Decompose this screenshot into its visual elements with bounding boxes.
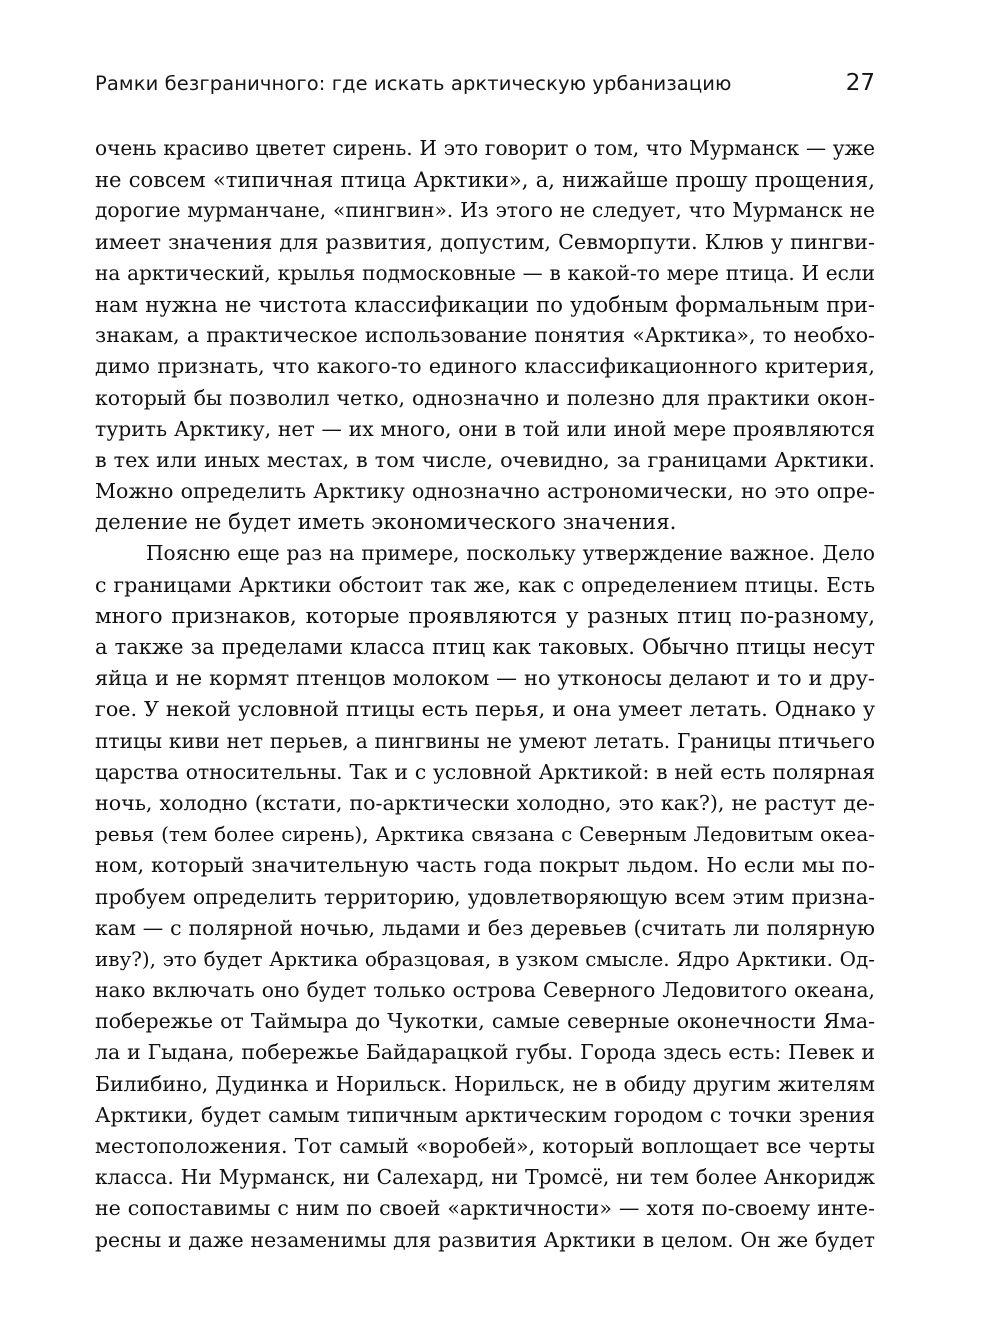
text-line: птицы киви нет перьев, а пингвины не умеют летать. Границы птичьего — [95, 728, 875, 753]
text-line: ла и Гыдана, побережье Байдарацкой губы. Города здесь есть: Певек и — [95, 1040, 875, 1065]
text-line: который бы позволил четко, однозначно и полезно для практики окон- — [95, 385, 875, 410]
body-text — [95, 133, 875, 1256]
text-line: дорогие мурманчане, «пингвин». Из этого не следует, что Мурманск не — [95, 198, 875, 223]
text-line: ресны и даже незаменимы для развития Арктики в целом. Он же будет — [95, 1227, 875, 1252]
text-line: деление не будет иметь экономического значения. — [95, 510, 677, 536]
text-line: ном, который значительную часть года покрыт льдом. Но если мы по- — [95, 853, 875, 878]
text-line: на арктический, крылья подмосковные — в какой-то мере птица. И если — [95, 260, 875, 285]
page-number: 27 — [845, 70, 875, 96]
text-line: Арктики, будет самым типичным арктическим городом с точки зрения — [95, 1102, 875, 1127]
text-line: иву?), это будет Арктика образцовая, в узком смысле. Ядро Арктики. Од- — [95, 947, 875, 971]
text-line: турить Арктику, нет — их много, они в той или иной мере проявляются — [95, 416, 875, 441]
text-line: много признаков, которые проявляются у разных птиц по-разному, — [95, 603, 875, 629]
text-line: яйца и не кормят птенцов молоком — но утконосы делают и то и дру- — [95, 666, 875, 691]
text-line: в тех или иных местах, в том числе, очевидно, за границами Арктики. — [95, 447, 875, 472]
text-line: пробуем определить территорию, удовлетворяющую всем этим призна- — [95, 884, 875, 909]
text-line: кам — с полярной ночью, льдами и без деревьев (считать ли полярную — [95, 915, 875, 940]
text-line: царства относительны. Так и с условной Арктикой: в ней есть полярная — [95, 759, 875, 784]
running-title: Рамки безграничного: где искать арктическую урбанизацию — [95, 72, 732, 95]
text-line: а также за пределами класса птиц как таковых. Обычно птицы несут — [95, 635, 875, 659]
text-line: знакам, а практическое использование понятия «Арктика», то необхо- — [95, 323, 875, 348]
text-line: димо признать, что какого-то единого классификационного критерия, — [95, 354, 875, 379]
text-line: ревья (тем более сирень), Арктика связана с Северным Ледовитым океа- — [95, 822, 875, 847]
text-line: нам нужна не чистота классификации по удобным формальным при- — [95, 291, 875, 317]
text-line: гое. У некой условной птицы есть перья, и она умеет летать. Однако у — [95, 697, 875, 722]
text-line: не совсем «типичная птица Арктики», а, нижайше прошу прощения, — [95, 167, 875, 193]
text-line: местоположения. Тот самый «воробей», который воплощает все черты — [95, 1134, 875, 1158]
text-line: Можно определить Арктику однозначно астрономически, но это опре- — [95, 479, 875, 504]
text-line: класса. Ни Мурманск, ни Салехард, ни Тромсё, ни тем более Анкоридж — [95, 1165, 875, 1190]
text-line: имеет значения для развития, допустим, Севморпути. Клюв у пингви- — [95, 229, 875, 254]
text-line: не сопоставимы с ним по своей «арктичности» — хотя по-своему инте- — [95, 1196, 875, 1221]
text-line: нако включать оно будет только острова Северного Ледовитого океана, — [95, 978, 875, 1003]
text-line: с границами Арктики обстоит так же, как с определением птицы. Есть — [95, 572, 875, 597]
text-line: Билибино, Дудинка и Норильск. Норильск, не в обиду другим жителям — [95, 1071, 875, 1096]
paragraph-2 — [95, 538, 875, 1255]
paragraph-1 — [95, 133, 875, 538]
text-line: ночь, холодно (кстати, по-арктически холодно, это как?), не растут де- — [95, 790, 875, 815]
text-line: очень красиво цветет сирень. И это говорит о том, что Мурманск — уже — [95, 136, 875, 160]
text-line: побережье от Таймыра до Чукотки, самые северные оконечности Яма- — [95, 1009, 875, 1034]
text-line: Поясню еще раз на примере, поскольку утверждение важное. Дело — [146, 541, 875, 566]
